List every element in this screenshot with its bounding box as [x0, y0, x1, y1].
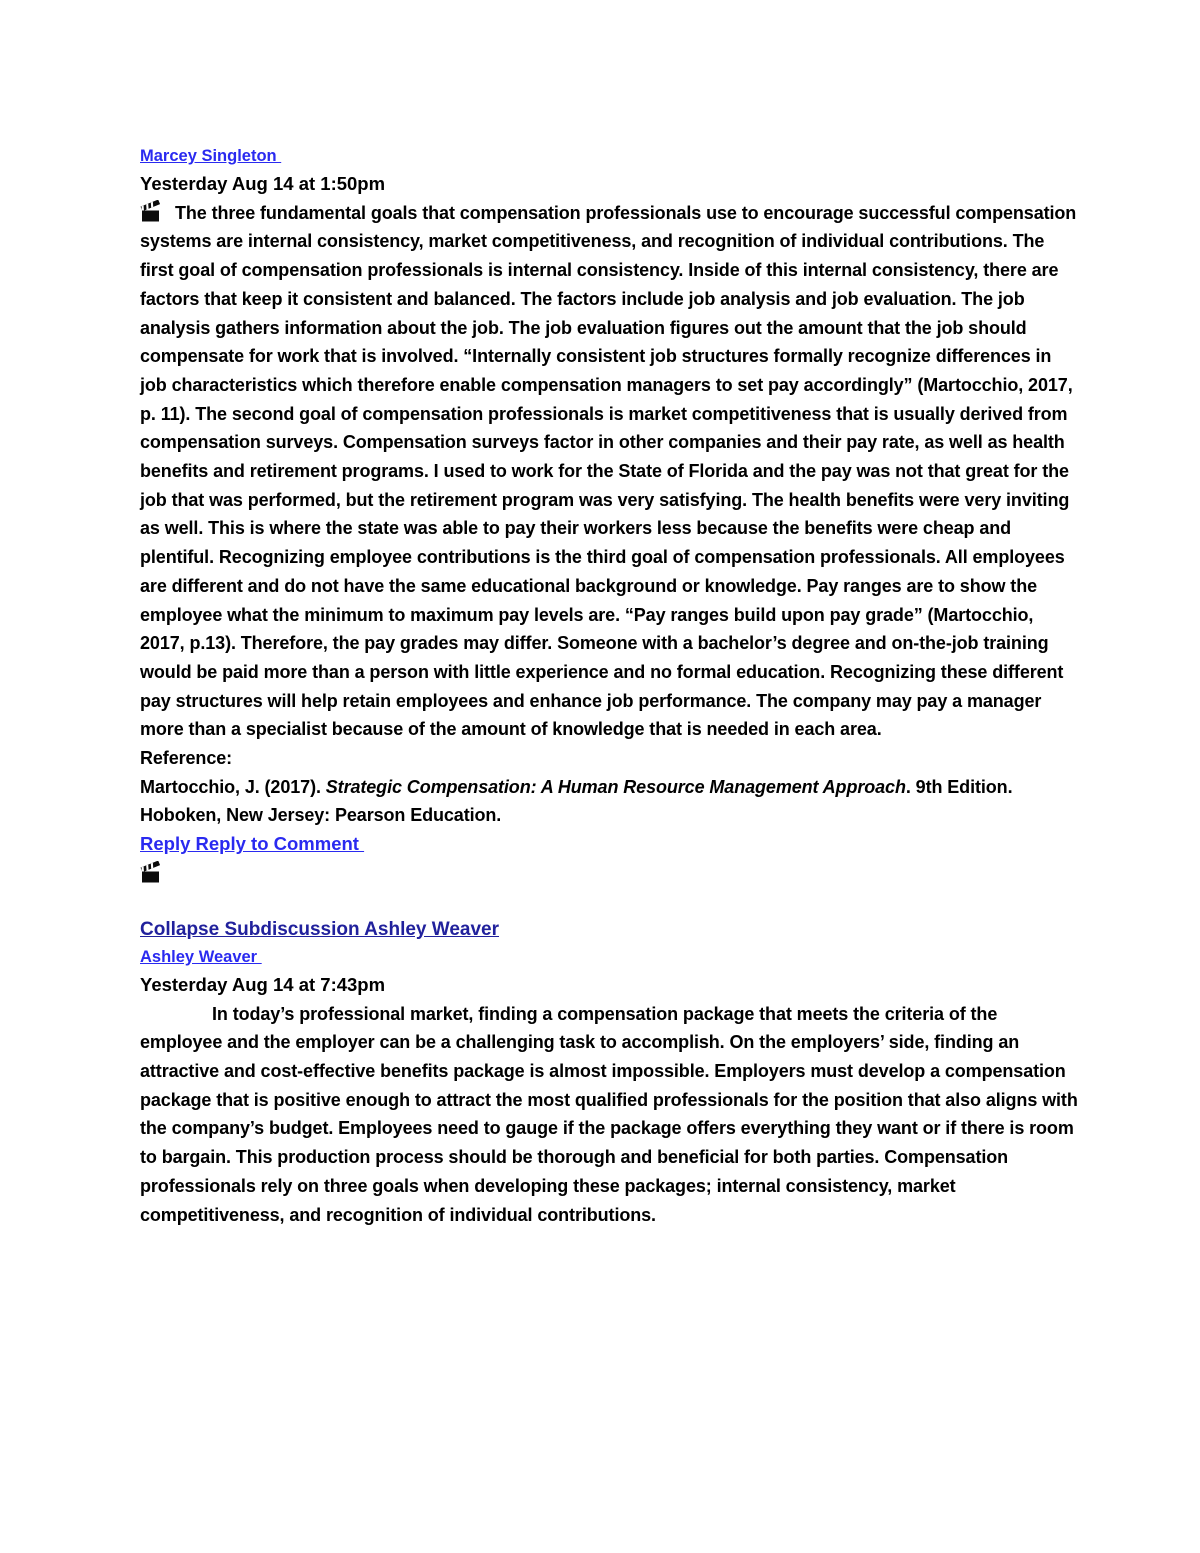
post-body: In today’s professional market, finding a compensation package that meets the criteria of the employee and the employer can be a challenging task to accomplish. On the employers’ side, finding an attractive and cost-effective benefits package is almost impossible. Employers must develop a compensation package that is positive enough to attract the most qualified professionals for the position that also aligns with the company’s budget. Employees need to gauge if the package offers everything they want or if there is room to bargain. This production process should be thorough and beneficial for both parties. Compensation professionals rely on three goals when developing these packages; internal consistency, market competitiveness, and recognition of individual contributions.: [140, 1003, 1078, 1225]
reference-citation-pre: Martocchio, J. (2017).: [140, 776, 326, 797]
post-footer-icon-line: [140, 861, 1082, 891]
post-ashley-weaver: [140, 915, 1082, 1229]
post-body: [140, 199, 1082, 744]
post-author-line: [140, 944, 1082, 971]
collapse-subdiscussion-link[interactable]: Collapse Subdiscussion Ashley Weaver: [140, 918, 500, 940]
reference-citation-post: . 9th Edition. Hoboken, New Jersey: Pearson Education.: [140, 776, 1013, 826]
clapperboard-icon: [140, 861, 164, 883]
post-timestamp: Yesterday Aug 14 at 7:43pm: [140, 973, 386, 995]
post-marcey-singleton: [140, 143, 1082, 891]
post-author-line: [140, 143, 1082, 170]
clapperboard-icon: [140, 200, 164, 222]
reply-to-comment-link[interactable]: Reply Reply to Comment: [140, 833, 365, 855]
post-timestamp: Yesterday Aug 14 at 1:50pm: [140, 173, 386, 194]
reply-line: [140, 830, 1082, 859]
reference-citation-title: Strategic Compensation: A Human Resource Management Approach: [325, 776, 906, 797]
discussion-thread: [140, 143, 1082, 1229]
author-link-ashley-weaver[interactable]: Ashley Weaver: [140, 947, 262, 966]
author-link-marcey-singleton[interactable]: Marcey Singleton: [140, 147, 282, 165]
reference-citation: [140, 773, 1082, 830]
post-body-text: The three fundamental goals that compensation professionals use to encourage successful compensation systems are internal consistency, market competitiveness, and recognition of individual contributions. The first goal of compensation professionals is internal consistency. Inside of this internal consistency, there are factors that keep it consistent and balanced. The factors include job analysis and job evaluation. The job analysis gathers information about the job. The job evaluation figures out the amount that the job should compensate for work that is involved. “Internally consistent job structures formally recognize differences in job characteristics which therefore enable compensation managers to set pay accordingly” (Martocchio, 2017, p. 11). The second goal of compensation professionals is market competitiveness that is usually derived from compensation surveys. Compensation surveys factor in other companies and their pay rate, as well as health benefits and retirement programs. I used to work for the State of Florida and the pay was not that great for the job that was performed, but the retirement program was very satisfying. The health benefits were very inviting as well. This is where the state was able to pay their workers less because the benefits were cheap and plentiful. Recognizing employee contributions is the third goal of compensation professionals. All employees are different and do not have the same educational background or knowledge. Pay ranges are to show the employee what the minimum to maximum pay levels are. “Pay ranges build upon pay grade” (Martocchio, 2017, p.13). Therefore, the pay grades may differ. Someone with a bachelor’s degree and on-the-job training would be paid more than a person with little experience and no formal education. Recognizing these different pay structures will help retain employees and enhance job performance. The company may pay a manager more than a specialist because of the amount of knowledge that is needed in each area.: [140, 202, 1077, 740]
collapse-line: [140, 915, 1082, 944]
reference-label: Reference:: [140, 748, 233, 769]
